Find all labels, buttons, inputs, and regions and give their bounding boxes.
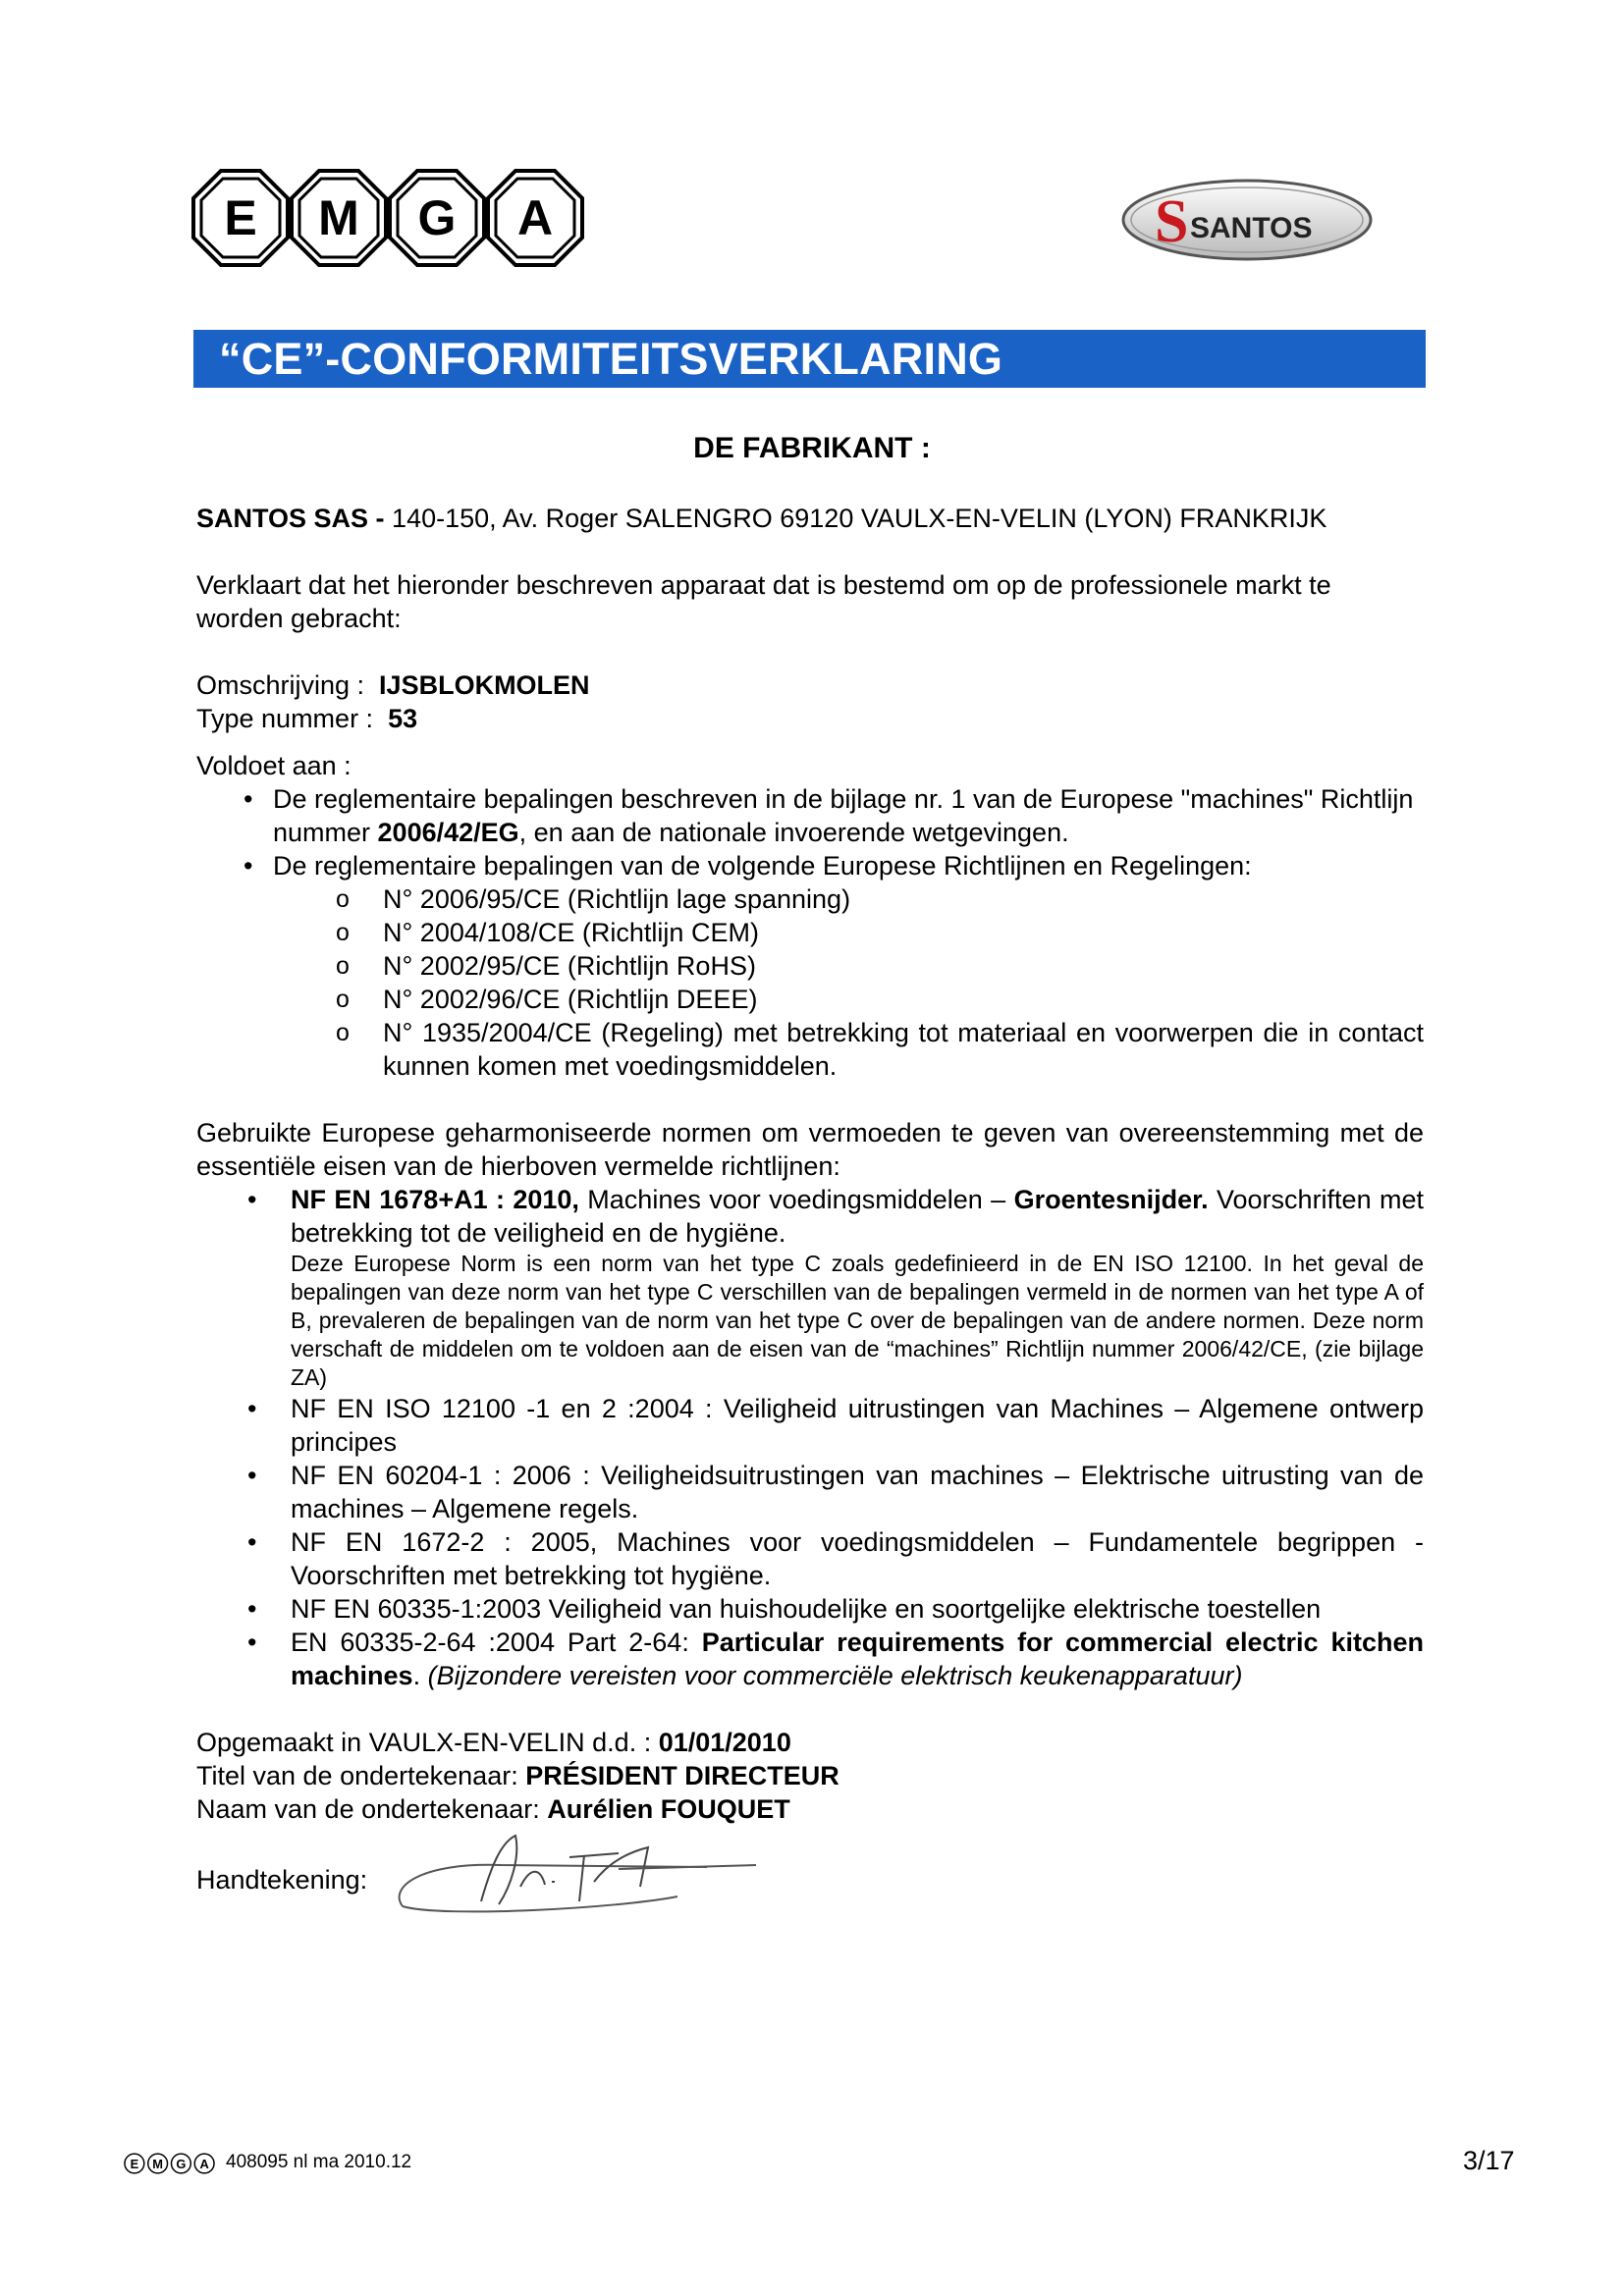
- emga-logo: [191, 169, 584, 267]
- place-date-line: Opgemaakt in VAULX-EN-VELIN d.d. : 01/01/2010: [196, 1728, 791, 1757]
- page-number: 3/17: [1463, 2146, 1515, 2175]
- svg-text:M: M: [152, 2156, 163, 2171]
- footer-doc-ref: 408095 nl ma 2010.12: [226, 2152, 412, 2172]
- norm-title: Particular requirements for commercial electric kitchen machines: [291, 1628, 1424, 1690]
- list-item: o N° 2006/95/CE (Richtlijn lage spanning): [196, 882, 1424, 916]
- norm-translation: (Bijzondere vereisten voor commerciële elektrisch keukenapparatuur): [427, 1661, 1243, 1690]
- signature-label: Handtekening:: [196, 1865, 368, 1895]
- svg-text:A: A: [199, 2156, 209, 2171]
- svg-text:G: G: [176, 2156, 187, 2171]
- svg-text:A: A: [516, 190, 554, 245]
- manufacturer-name: SANTOS SAS -: [196, 504, 385, 533]
- description-value: IJSBLOKMOLEN: [379, 670, 590, 700]
- manufacturer-address: 140-150, Av. Roger SALENGRO 69120 VAULX-EN-VELIN (LYON) FRANKRIJK: [392, 504, 1327, 533]
- signer-title-line: Titel van de ondertekenaar: PRÉSIDENT DIRECTEUR: [196, 1761, 839, 1790]
- footer-emga-logo: [124, 2153, 217, 2174]
- svg-text:SANTOS: SANTOS: [1190, 212, 1313, 244]
- list-item: • De reglementaire bepalingen van de volgende Europese Richtlijnen en Regelingen:: [196, 849, 1424, 882]
- svg-text:G: G: [417, 190, 457, 245]
- norms-list: [196, 1183, 1424, 1692]
- directives-list: [196, 882, 1424, 1083]
- signature-block: [196, 1838, 1424, 1916]
- declaration-text: Verklaart dat het hieronder beschreven apparaat dat is bestemd om op de professionele markt te worden gebracht:: [196, 570, 1331, 633]
- list-item: • NF EN 60204-1 : 2006 : Veiligheidsuitrustingen van machines – Elektrische uitrusting van de machines – Algemene regels.: [196, 1459, 1424, 1525]
- santos-logo: [1119, 175, 1375, 265]
- complies-label: Voldoet aan :: [196, 751, 352, 780]
- svg-text:E: E: [224, 190, 257, 245]
- description-label: Omschrijving :: [196, 670, 365, 700]
- list-item: • De reglementaire bepalingen beschreven in de bijlage nr. 1 van de Europese "machines" Richtlijn nummer 2006/42/EG, en aan de nationale invoerende wetgevingen.: [196, 782, 1424, 849]
- svg-text:E: E: [130, 2156, 139, 2171]
- svg-text:M: M: [318, 190, 359, 245]
- list-item: • NF EN 1678+A1 : 2010, Machines voor voedingsmiddelen – Groentesnijder. Voorschriften met betrekking tot de veiligheid en de hygiëne. Deze Europese Norm is een norm van het type C zoals gedefinieerd in de EN ISO 12100. In het geval de bepalingen van deze norm van het type C verschillen van de bepalingen vermeld in de normen van het type A of B, prevaleren de bepalingen van de norm van het type C over de bepalingen van de andere normen. Deze norm verschaft de middelen om te voldoen aan de eisen van de “machines” Richtlijn nummer 2006/42/CE, (zie bijlage ZA): [196, 1183, 1424, 1392]
- document-body: [196, 502, 1424, 1916]
- list-item: o N° 2002/95/CE (Richtlijn RoHS): [196, 949, 1424, 983]
- type-line: [196, 702, 1424, 735]
- svg-text:S: S: [1155, 188, 1189, 255]
- list-item: o N° 2004/108/CE (Richtlijn CEM): [196, 916, 1424, 949]
- norm-note: Deze Europese Norm is een norm van het type C zoals gedefinieerd in de EN ISO 12100. In het geval de bepalingen van deze norm van het type C verschillen van de bepalingen vermeld in de normen van het type A of B, prevaleren de bepalingen van de norm van het type C over de bepalingen van de andere normen. Deze norm verschaft de middelen om te voldoen aan de eisen van de “machines” Richtlijn nummer 2006/42/CE, (zie bijlage ZA): [291, 1251, 1424, 1390]
- norm-code: NF EN 1678+A1 : 2010,: [291, 1185, 579, 1214]
- complies-list: [196, 782, 1424, 882]
- list-item: o N° 1935/2004/CE (Regeling) met betrekking tot materiaal en voorwerpen die in contact kunnen komen met voedingsmiddelen.: [196, 1016, 1424, 1083]
- emga-logo-letter-e: [193, 171, 288, 265]
- emga-logo-letter-g: [390, 171, 484, 265]
- list-item: • NF EN ISO 12100 -1 en 2 :2004 : Veiligheid uitrustingen van Machines – Algemene ontwerp principes: [196, 1392, 1424, 1459]
- list-item: • EN 60335-2-64 :2004 Part 2-64: Particular requirements for commercial electric kitchen machines. (Bijzondere vereisten voor commerciële elektrisch keukenapparatuur): [196, 1626, 1424, 1692]
- list-item: • NF EN 60335-1:2003 Veiligheid van huishoudelijke en soortgelijke elektrische toestellen: [196, 1592, 1424, 1626]
- type-label: Type nummer :: [196, 704, 374, 733]
- list-item: • NF EN 1672-2 : 2005, Machines voor voedingsmiddelen – Fundamentele begrippen - Voorschriften met betrekking tot hygiëne.: [196, 1525, 1424, 1592]
- list-item: o N° 2002/96/CE (Richtlijn DEEE): [196, 983, 1424, 1016]
- manufacturer-heading: DE FABRIKANT :: [693, 432, 931, 464]
- signer-title: PRÉSIDENT DIRECTEUR: [525, 1761, 839, 1790]
- document-title: “CE”-CONFORMITEITSVERKLARING: [193, 330, 1426, 388]
- norms-intro: Gebruikte Europese geharmoniseerde normen om vermoeden te geven van overeenstemming met de essentiële eisen van de hierboven vermelde richtlijnen:: [196, 1118, 1424, 1181]
- manufacturer-line: [196, 502, 1424, 535]
- description-line: [196, 668, 1424, 702]
- norm-subject: Groentesnijder.: [1013, 1185, 1209, 1214]
- emga-logo-letter-a: [488, 171, 582, 265]
- signer-name: Aurélien FOUQUET: [547, 1794, 790, 1824]
- emga-logo-letter-m: [292, 171, 386, 265]
- directive-number: 2006/42/EG: [377, 818, 519, 847]
- signer-name-line: Naam van de ondertekenaar: Aurélien FOUQUET: [196, 1794, 790, 1824]
- signature-date: 01/01/2010: [658, 1728, 791, 1757]
- type-value: 53: [388, 704, 418, 733]
- signature-image: [383, 1828, 795, 1926]
